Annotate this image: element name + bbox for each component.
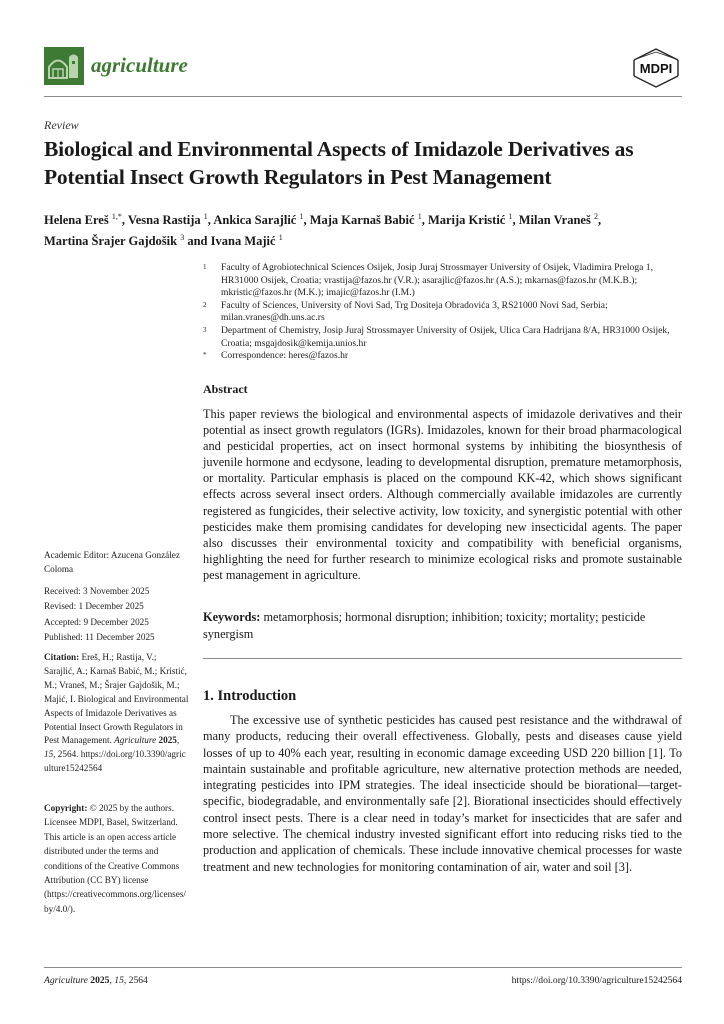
footer-journal: Agriculture <box>44 975 88 986</box>
affiliation-text: Faculty of Sciences, University of Novi Sad, Trg Dositeja Obradovića 3, RS21000 Novi Sad, Serbia; milan.vranes@dh.uns.ac.rs <box>221 299 608 324</box>
affiliation-text: Correspondence: heres@fazos.hr <box>221 350 349 362</box>
date-published: Published: 11 December 2025 <box>44 632 155 643</box>
copyright-text: © 2025 by the authors. Licensee MDPI, Basel, Switzerland. This article is an open access article distributed under the terms and conditions of the Creative Commons Attribution (CC BY) license (https://creativecommons.org/licenses/by/4.0/). <box>44 803 186 914</box>
keywords-label: Keywords: <box>203 610 261 624</box>
author-affiliation-marker: 1,* <box>111 212 122 221</box>
author-name[interactable]: Martina Šrajer Gajdošik $^3$ <box>44 233 185 249</box>
journal-logo <box>44 47 84 85</box>
copyright-label: Copyright: <box>44 803 88 813</box>
section-heading-introduction: 1. Introduction <box>203 688 297 704</box>
footer-citation: Agriculture 2025, 15, 2564 <box>44 975 148 986</box>
affiliations <box>203 262 683 363</box>
citation-doi-link[interactable]: , 2564. https://doi.org/10.3390/agriculture15242564 <box>44 749 186 774</box>
footer-volume: 15 <box>114 975 124 986</box>
affiliation-number: 3 <box>203 325 207 334</box>
citation: Citation: Ereš, H.; Rastija, V.; Sarajlić, A.; Karnaš Babić, M.; Kristić, M.; Vraneš, M.; Šrajer Gajdošik, M.; Majić, I. Biological and Environmental Aspects of Imidazole Derivatives as Potential Insect Growth Regulators in Pest Management. Agriculture 2025, 15, 2564. https://doi.org/10.3390/agriculture15242564 <box>44 652 189 774</box>
abstract-text: This paper reviews the biological and environmental aspects of imidazole derivatives and their potential as insect growth regulators (IGRs). Imidazoles, known for their broad pharmacological and pesticidal properties, act on insect hormonal systems by inhibiting the biosynthesis of juvenile hormone and ecdysone, leading to developmental disruption, premature metamorphosis, or mortality. Particular emphasis is placed on the compound KK-42, which shows significant effects across several insect orders. Although commercially available imidazoles are currently registered as fungicides, their selective activity, low toxicity, and synergistic potential with other pesticides make them promising candidates for developing new insecticidal agents. The paper also discusses their environmental toxicity and compatibility with beneficial organisms, highlighting the need for further research to minimize ecological risks and promote sustainable pest management in agriculture. <box>203 407 682 582</box>
academic-editor: Academic Editor: Azucena González Coloma <box>44 550 180 574</box>
author-affiliation-marker: 1 <box>278 233 283 243</box>
affiliation-item <box>203 262 683 300</box>
author-list: Helena Ereš $^{1,*}$, Vesna Rastija $^1$, Ankica Sarajlić $^1$, Maja Karnaš Babić $^1$, Marija Kristić $^1$, Milan Vraneš $^2$, Martina Šrajer Gajdošik $^3$ and Ivana Majić $^1$ <box>44 212 602 249</box>
affiliation-number: * <box>203 351 207 360</box>
footer-divider <box>44 967 682 968</box>
author-affiliation-marker: 1 <box>417 212 422 221</box>
author-name[interactable]: Milan Vraneš $^2$ <box>518 212 598 228</box>
journal-name: agriculture <box>91 53 188 77</box>
author-name[interactable]: Marija Kristić $^1$ <box>427 212 513 228</box>
affiliation-item <box>203 300 683 325</box>
citation-label: Citation: <box>44 652 80 662</box>
author-name[interactable]: Ankica Sarajlić $^1$ <box>213 212 304 228</box>
date-accepted: Accepted: 9 December 2025 <box>44 616 149 627</box>
footer-doi-link[interactable]: https://doi.org/10.3390/agriculture15242564 <box>511 975 682 986</box>
author-name[interactable]: Helena Ereš $^{1,*}$ <box>44 212 122 228</box>
footer-article-number: , 2564 <box>123 975 148 986</box>
date-revised: Revised: 1 December 2025 <box>44 601 144 612</box>
date-received: Received: 3 November 2025 <box>44 586 150 596</box>
author-affiliation-marker: 1 <box>203 212 208 221</box>
citation-journal: Agriculture <box>114 735 157 746</box>
author-name[interactable]: Ivana Majić $^1$ <box>210 233 283 249</box>
author-affiliation-marker: 3 <box>180 233 185 243</box>
footer-year: 2025 <box>90 975 110 986</box>
author-affiliation-marker: 2 <box>593 212 598 221</box>
article-type: Review <box>44 118 79 132</box>
author-name[interactable]: Vesna Rastija $^1$ <box>127 212 208 228</box>
citation-year: 2025 <box>158 735 177 746</box>
affiliation-item <box>203 325 683 350</box>
author-name[interactable]: Maja Karnaš Babić $^1$ <box>309 212 422 228</box>
author-affiliation-marker: 1 <box>299 212 304 221</box>
affiliation-text: Faculty of Agrobiotechnical Sciences Osijek, Josip Juraj Strossmayer University of Osijek, Vladimira Preloga 1, HR31000 Osijek, Croatia; vrastija@fazos.hr (V.R.); asarajlic@fazos.hr (A.S.); mkarnas@fazos.hr (M.K.B.); mkristic@fazos.hr (M.K.); imajic@fazos.hr (I.M.) <box>221 262 653 299</box>
svg-text:MDPI: MDPI <box>639 61 673 76</box>
affiliation-number: 1 <box>203 263 207 271</box>
citation-text: Ereš, H.; Rastija, V.; Sarajlić, A.; Karnaš Babić, M.; Kristić, M.; Vraneš, M.; Šrajer Gajdošik, M.; Majić, I. Biological and Environmental Aspects of Imidazole Derivatives as Potential Insect Growth Regulators in Pest Management. <box>44 652 189 746</box>
author-affiliation-marker: 1 <box>508 212 513 221</box>
copyright <box>44 801 189 916</box>
affiliation-text: Department of Chemistry, Josip Juraj Strossmayer University of Osijek, Ulica Cara Hadrijana 8/A, HR31000 Osijek, Croatia; msgajdosik@kemija.unios.hr <box>221 324 670 349</box>
mdpi-logo <box>628 46 684 90</box>
keywords <box>203 609 682 643</box>
keywords-list: metamorphosis; hormonal disruption; inhibition; toxicity; mortality; pesticide synergism <box>203 610 646 641</box>
introduction-text: The excessive use of synthetic pesticides has caused pest resistance and the withdrawal of many products, reducing their overall effectiveness. Globally, pests and diseases cause yield losses of up to 40% each year, resulting in economic damage exceeding USD 220 billion [1]. To maintain sustainable and profitable agriculture, new alternative protection methods are needed, integrating pesticides into IPM strategies. The ideal insecticide should be biorational—target-specific, biodegradable, and environmentally safe [2]. Biorational insecticides should effectively control insect pests. There is a clear need in today’s market for insecticides that are safer and more selective. The chemical industry invested significant effort into reducing risks tied to the production and application of chemicals. These include innovative chemical processes for waste treatment and new technologies for monitoring contamination of air, water and soil [3]. <box>203 713 682 874</box>
article-title: Biological and Environmental Aspects of Imidazole Derivatives as Potential Insect Growth Regulators in Pest Management <box>44 137 634 189</box>
citation-volume: 15 <box>44 749 54 760</box>
header-divider <box>44 96 682 97</box>
barn-icon <box>44 47 84 85</box>
article-dates <box>44 584 189 646</box>
abstract-heading: Abstract <box>203 382 248 396</box>
affiliation-number: 2 <box>203 300 207 309</box>
affiliation-item <box>203 350 683 363</box>
section-divider <box>203 658 682 659</box>
